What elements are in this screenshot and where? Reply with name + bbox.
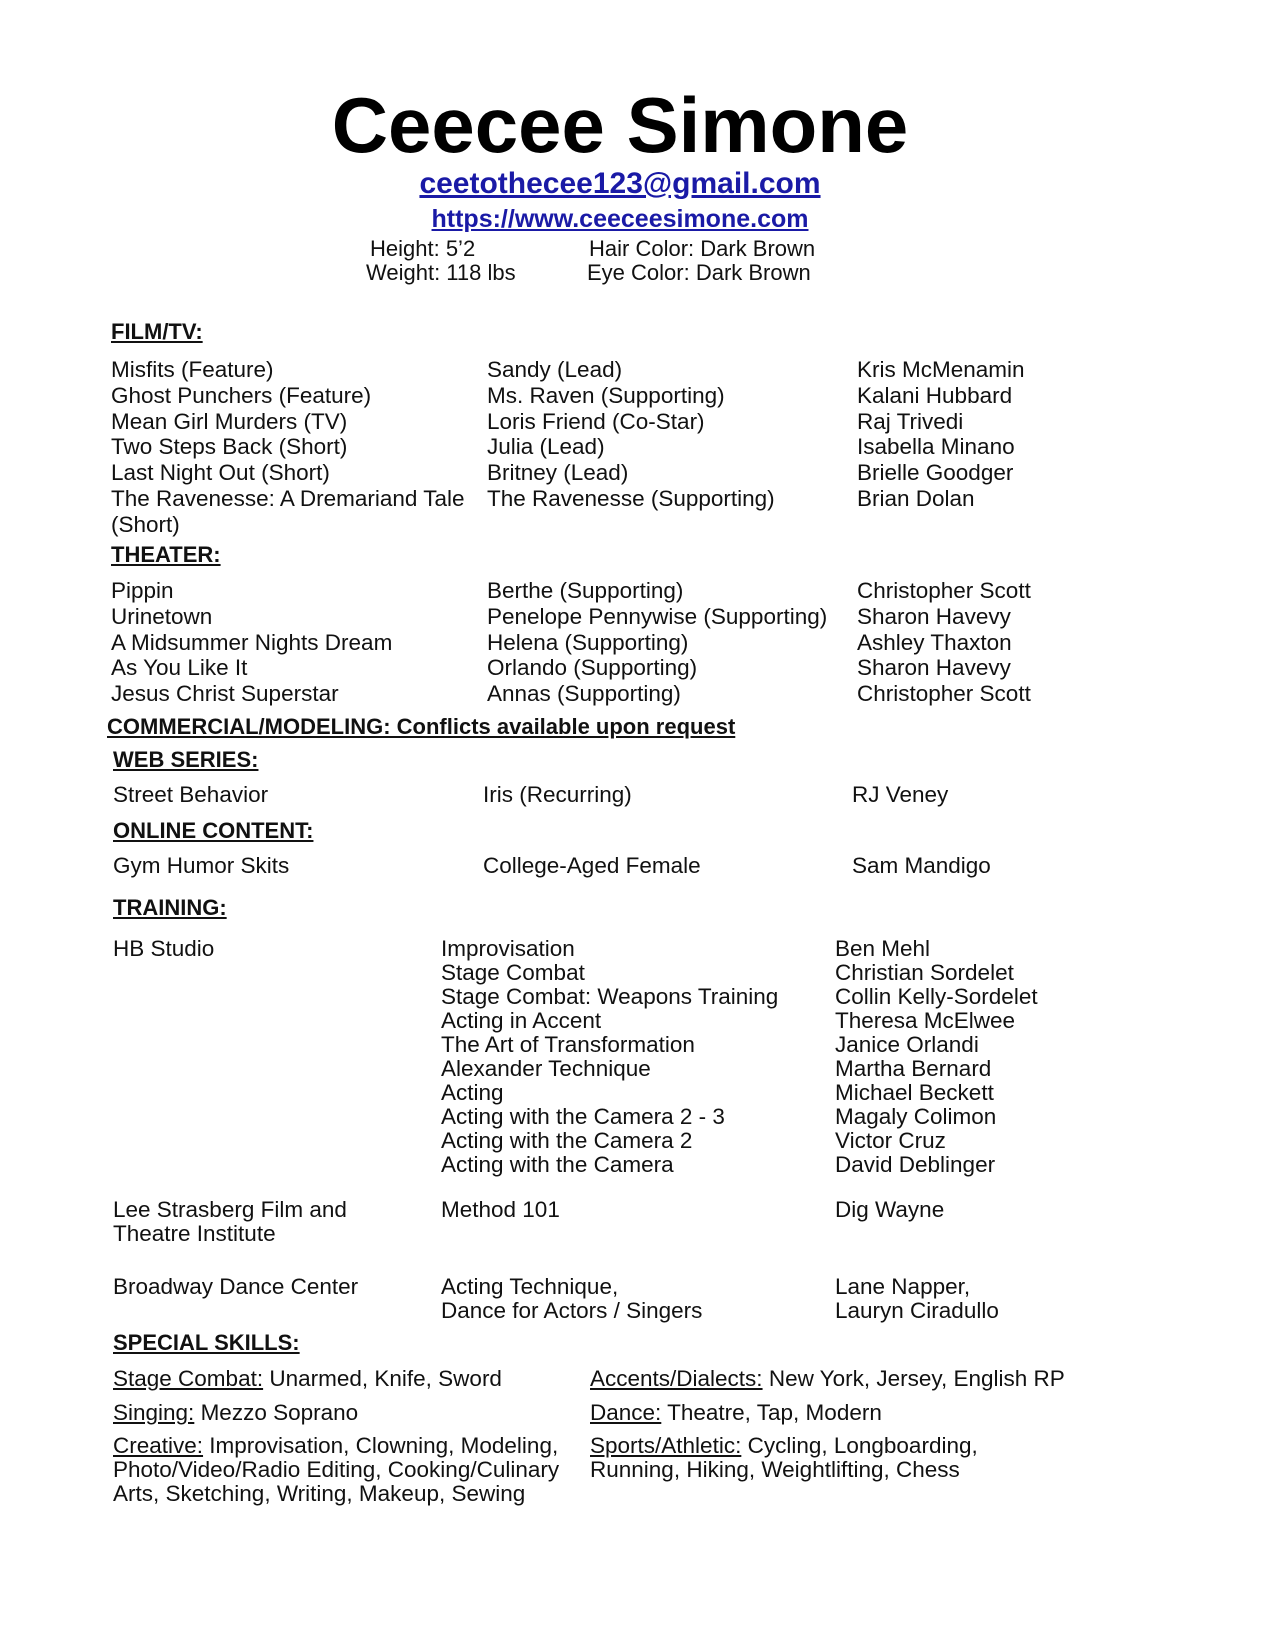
theater-titles [111, 578, 392, 707]
film-title: Two Steps Back (Short) [111, 434, 348, 460]
training-teacher: Victor Cruz [835, 1128, 946, 1153]
strasberg-school [113, 1198, 347, 1246]
training-class: Stage Combat: Weapons Training [441, 984, 779, 1009]
film-director: Kris McMenamin [857, 357, 1025, 382]
training-teacher: Michael Beckett [835, 1080, 994, 1105]
skill-label: Stage Combat: [113, 1366, 264, 1391]
theater-director: Christopher Scott [857, 681, 1031, 707]
skill-accents [590, 1366, 1065, 1392]
online-content-role: College-Aged Female [483, 853, 701, 878]
skill-label: Singing: [113, 1400, 195, 1425]
theater-roles [487, 578, 827, 707]
hb-studio-classes [441, 937, 778, 1177]
training-teacher: Lauryn Ciradullo [835, 1298, 999, 1323]
film-title: Last Night Out (Short) [111, 460, 330, 486]
eye-color-stat: Eye Color: Dark Brown [587, 260, 811, 285]
theater-title: Urinetown [111, 603, 213, 629]
skill-value: New York, Jersey, English RP [762, 1366, 1065, 1391]
bdc-teachers [835, 1275, 999, 1323]
film-role: Sandy (Lead) [487, 357, 623, 382]
theater-director: Christopher Scott [857, 578, 1031, 603]
film-tv-directors [857, 357, 1025, 512]
training-class: Acting with the Camera [441, 1152, 674, 1177]
film-role: The Ravenesse (Supporting) [487, 485, 775, 511]
actor-name: Ceecee Simone [331, 81, 909, 169]
training-teacher: Martha Bernard [835, 1056, 992, 1081]
training-teacher: Janice Orlandi [835, 1032, 979, 1057]
theater-title: Pippin [111, 578, 174, 603]
training-class: The Art of Transformation [441, 1032, 695, 1057]
training-class: Alexander Technique [441, 1056, 651, 1081]
theater-heading: THEATER: [111, 542, 221, 567]
bdc-school: Broadway Dance Center [113, 1274, 359, 1299]
training-class: Acting with the Camera 2 - 3 [441, 1104, 725, 1129]
film-tv-heading: FILM/TV: [111, 319, 203, 344]
film-director: Isabella Minano [857, 434, 1015, 460]
training-teacher: Collin Kelly-Sordelet [835, 984, 1038, 1009]
hb-studio-teachers [835, 937, 1038, 1177]
film-title: Ghost Punchers (Feature) [111, 382, 372, 408]
skill-singing [113, 1400, 358, 1426]
film-tv-roles [487, 357, 775, 512]
hb-studio-school: HB Studio [113, 936, 215, 961]
theater-title: As You Like It [111, 655, 248, 681]
online-content-title: Gym Humor Skits [113, 853, 290, 878]
film-title: Mean Girl Murders (TV) [111, 408, 348, 434]
web-series-director: RJ Veney [852, 782, 949, 807]
skill-value: Cycling, Longboarding, Running, Hiking, Weightlifting, Chess [590, 1433, 978, 1482]
skill-value: Theatre, Tap, Modern [661, 1400, 882, 1425]
online-content-director: Sam Mandigo [852, 853, 991, 878]
theater-directors [857, 578, 1031, 707]
skill-label: Sports/Athletic: [590, 1433, 742, 1458]
training-teacher: Theresa McElwee [835, 1008, 1016, 1033]
strasberg-teacher: Dig Wayne [835, 1197, 945, 1222]
skill-label: Accents/Dialects: [590, 1366, 763, 1391]
theater-director: Sharon Havevy [857, 603, 1011, 629]
strasberg-class: Method 101 [441, 1197, 560, 1222]
online-content-heading: ONLINE CONTENT: [113, 818, 314, 843]
training-teacher: Magaly Colimon [835, 1104, 997, 1129]
film-director: Brian Dolan [857, 485, 975, 511]
theater-role: Orlando (Supporting) [487, 655, 698, 681]
film-tv-titles [111, 357, 479, 538]
film-title: Misfits (Feature) [111, 357, 274, 382]
training-class: Acting with the Camera 2 [441, 1128, 693, 1153]
skill-stage-combat [113, 1366, 502, 1392]
web-series-heading: WEB SERIES: [113, 747, 259, 772]
skill-dance [590, 1400, 882, 1426]
theater-role: Penelope Pennywise (Supporting) [487, 603, 828, 629]
training-class: Stage Combat [441, 960, 585, 985]
skill-value: Mezzo Soprano [194, 1400, 359, 1425]
skill-value: Unarmed, Knife, Sword [263, 1366, 502, 1391]
commercial-heading: COMMERCIAL/MODELING: Conflicts available upon request [107, 714, 736, 739]
web-series-role: Iris (Recurring) [483, 782, 632, 807]
theater-role: Annas (Supporting) [487, 681, 681, 707]
film-role: Britney (Lead) [487, 460, 629, 486]
training-class: Acting in Accent [441, 1008, 602, 1033]
training-class: Improvisation [441, 936, 575, 961]
film-role: Ms. Raven (Supporting) [487, 382, 725, 408]
bdc-classes [441, 1275, 702, 1323]
skill-label: Dance: [590, 1400, 662, 1425]
skill-creative [113, 1434, 575, 1506]
training-teacher: Christian Sordelet [835, 960, 1014, 985]
skill-sports [590, 1434, 1000, 1482]
training-class: Acting Technique, [441, 1274, 619, 1299]
theater-director: Ashley Thaxton [857, 629, 1012, 655]
theater-role: Berthe (Supporting) [487, 578, 684, 603]
hair-color-stat: Hair Color: Dark Brown [589, 236, 816, 261]
website-link[interactable]: https://www.ceeceesimone.com [431, 205, 809, 233]
email-link[interactable]: ceetothecee123@gmail.com [419, 167, 821, 200]
weight-stat: Weight: 118 lbs [366, 260, 516, 285]
skill-value: Improvisation, Clowning, Modeling, Photo/Video/Radio Editing, Cooking/Culinary Arts, Sketching, Writing, Makeup, Sewing [113, 1433, 560, 1506]
training-class: Acting [441, 1080, 504, 1105]
film-director: Brielle Goodger [857, 460, 1014, 486]
film-role: Loris Friend (Co-Star) [487, 408, 705, 434]
theater-title: A Midsummer Nights Dream [111, 629, 393, 655]
school-line: Lee Strasberg Film and [113, 1197, 347, 1222]
training-class: Dance for Actors / Singers [441, 1298, 703, 1323]
training-heading: TRAINING: [113, 895, 227, 920]
film-director: Kalani Hubbard [857, 382, 1013, 408]
training-teacher: Lane Napper, [835, 1274, 971, 1299]
film-title: The Ravenesse: A Dremariand Tale (Short) [111, 485, 465, 537]
school-line: Theatre Institute [113, 1221, 276, 1246]
film-role: Julia (Lead) [487, 434, 605, 460]
theater-director: Sharon Havevy [857, 655, 1011, 681]
training-teacher: David Deblinger [835, 1152, 996, 1177]
theater-title: Jesus Christ Superstar [111, 681, 339, 707]
web-series-title: Street Behavior [113, 782, 269, 807]
training-teacher: Ben Mehl [835, 936, 931, 961]
film-director: Raj Trivedi [857, 408, 964, 434]
theater-role: Helena (Supporting) [487, 629, 689, 655]
height-stat: Height: 5’2 [370, 236, 476, 261]
special-skills-heading: SPECIAL SKILLS: [113, 1330, 300, 1355]
skill-label: Creative: [113, 1433, 204, 1458]
